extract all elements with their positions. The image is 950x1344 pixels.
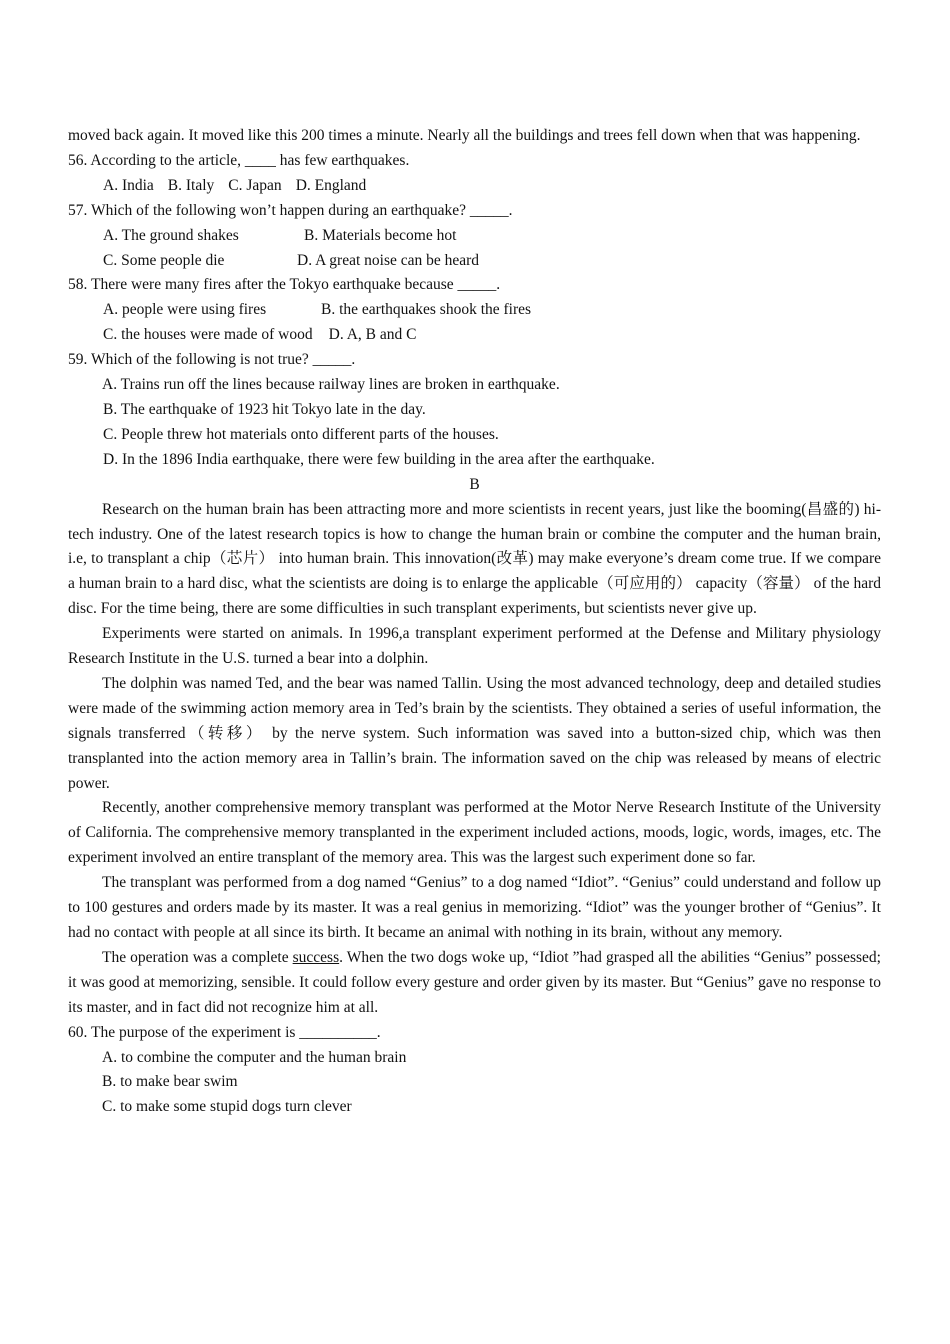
q59-option-c: C. People threw hot materials onto different parts of the houses. [103,425,499,443]
q59-end: . [351,351,356,369]
underlined-word: success [292,948,340,966]
question-60: 60. The purpose of the experiment is __________. [68,1023,381,1041]
q58-blank: _____ [457,276,497,294]
q56-options [68,174,881,199]
document-page [68,124,881,1120]
q58-option-d: D. A, B and C [328,326,417,344]
q59-blank: _____ [312,351,352,369]
q57-end: . [508,201,513,219]
q60-option-a: A. to combine the computer and the human brain [102,1048,407,1066]
q56-option-d: D. England [295,176,367,194]
q59-stem: 59. Which of the following is not true? [68,351,313,369]
q59-option-d: D. In the 1896 India earthquake, there were few building in the area after the earthquake. [103,450,655,468]
question-58 [68,273,881,298]
q58-stem: 58. There were many fires after the Tokyo earthquake because [68,276,458,294]
q57-option-a: A. The ground shakes [103,226,239,244]
q57-options-row1 [68,224,881,249]
q58-option-c: C. the houses were made of wood [103,326,313,344]
question-59 [68,348,881,373]
q57-options-row2 [68,249,881,274]
intro-paragraph: moved back again. It moved like this 200 times a minute. Nearly all the buildings and trees fell down when that was happening. [68,127,861,144]
q57-option-d: D. A great noise can be heard [297,251,480,269]
q58-options-row2 [68,323,881,348]
section-heading-b: B [469,475,480,493]
passage-paragraph-5: The transplant was performed from a dog named “Genius” to a dog named “Idiot”. “Genius” could understand and follow up to 100 gestures and orders made by its master. It was a real genius in memorizing. “Idiot” was the younger brother of “Genius”. It had no contact with people at all since its birth. It became an animal with nothing in its brain, without any memory. [68,874,881,941]
paragraph-6-start: The operation was a complete [102,948,293,966]
q56-blank: ____ [244,151,276,169]
q57-option-c: C. Some people die [103,251,225,269]
q58-option-b: B. the earthquakes shook the fires [321,301,532,319]
passage-paragraph-6 [68,946,881,1021]
q59-option-b: B. The earthquake of 1923 hit Tokyo late in the day. [103,400,426,418]
question-56 [68,149,881,174]
q58-options-row1 [68,298,881,323]
question-57 [68,199,881,224]
passage-paragraph-3: The dolphin was named Ted, and the bear was named Tallin. Using the most advanced technology, deep and detailed studies were made of the swimming action memory area in Ted’s brain by the scientists. They obtained a series of useful information, the signals transferred（转移） by the nerve system. Such information was saved into a button-sized chip, which was then transplanted into the action memory area in Tallin’s brain. The information saved on the chip was released by means of electric power. [68,674,881,792]
q57-option-b: B. Materials become hot [304,226,457,244]
passage-paragraph-4: Recently, another comprehensive memory transplant was performed at the Motor Nerve Research Institute of the University of California. The comprehensive memory transplanted in the experiment included actions, moods, logic, words, images, etc. The experiment involved an entire transplant of the memory area. This was the largest such experiment done so far. [68,799,881,867]
q56-stem: 56. According to the article, [68,151,245,169]
q57-stem: 57. Which of the following won’t happen during an earthquake? [68,201,470,219]
q56-option-b: B. Italy [167,176,215,194]
q57-blank: _____ [469,201,509,219]
passage-paragraph-1: Research on the human brain has been attracting more and more scientists in recent years, just like the booming(昌盛的) hi-tech industry. One of the latest research topics is how to change the human brain or combine the computer and the human brain, i.e, to transplant a chip（芯片） into human brain. This innovation(改革) may make everyone’s dream come true. If we compare a human brain to a hard disc, what the scientists are doing is to enlarge the applicable（可应用的） capacity（容量） of the hard disc. For the time being, there are some difficulties in such transplant experiments, but scientists never give up. [68,500,881,618]
q58-option-a: A. people were using fires [103,301,267,319]
q58-end: . [496,276,501,294]
q60-option-b: B. to make bear swim [102,1073,238,1091]
q56-option-a: A. India [103,176,154,194]
q59-option-a: A. Trains run off the lines because railway lines are broken in earthquake. [102,376,560,394]
paragraph-6-rest: . When the two dogs woke up, “Idiot ”had grasped all the abilities “Genius” possessed; it was good at memorizing, sensible. It could follow every gesture and order given by its master. But “Genius” gave no response to its master, and in fact did not recognize him at all. [68,948,881,1016]
q56-stem-end: has few earthquakes. [275,151,410,169]
q56-option-c: C. Japan [228,176,282,194]
q60-option-c: C. to make some stupid dogs turn clever [102,1098,352,1116]
passage-paragraph-2: Experiments were started on animals. In 1996,a transplant experiment performed at the Defense and Military physiology Research Institute in the U.S. turned a bear into a dolphin. [68,625,881,668]
